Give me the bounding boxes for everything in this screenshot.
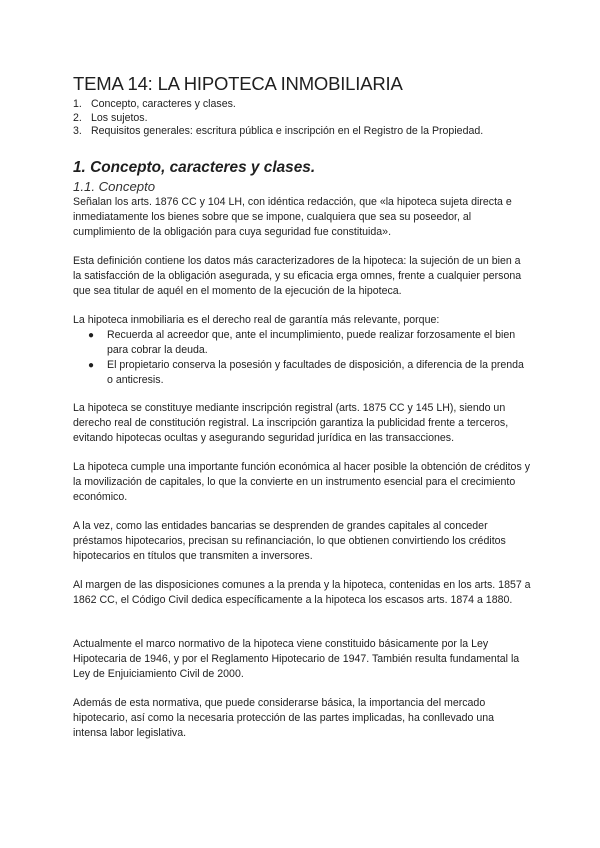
toc-item-label: Los sujetos.	[91, 111, 148, 124]
toc-item	[73, 112, 533, 126]
section-heading: 1. Concepto, caracteres y clases.	[73, 159, 316, 176]
paragraph: Además de esta normativa, que puede considerarse básica, la importancia del mercado hipotecario, así como la necesaria protección de las partes implicadas, ha conllevado una intensa labor legislativa.	[73, 697, 495, 739]
document-title: TEMA 14: LA HIPOTECA INMOBILIARIA	[73, 73, 403, 94]
document-content	[73, 73, 533, 739]
toc-item	[73, 125, 533, 139]
bullet-icon: ●	[88, 330, 95, 341]
toc-item-number: 1.	[73, 98, 82, 110]
paragraph: La hipoteca cumple una importante función económica al hacer posible la obtención de créditos y la movilización de capitales, lo que la convierte en un instrumento esencial para el crecimiento económico.	[73, 461, 530, 503]
list-item-text: El propietario conserva la posesión y facultades de disposición, a diferencia de la prenda o anticresis.	[107, 359, 524, 386]
paragraph: A la vez, como las entidades bancarias se desprenden de grandes capitales al conceder préstamos hipotecarios, precisan su refinanciación, lo que obtienen convirtiendo los créditos hipotecarios en títulos que transmiten a inversores.	[73, 520, 506, 562]
table-of-contents	[73, 98, 533, 139]
paragraph: Esta definición contiene los datos más caracterizadores de la hipoteca: la sujeción de un bien a la satisfacción de la obligación asegurada, y su eficacia erga omnes, frente a cualquier persona que sea titular de aquél en el momento de la ejecución de la hipoteca.	[73, 255, 522, 297]
subsection-heading: 1.1. Concepto	[73, 179, 156, 194]
list-item-text: Recuerda al acreedor que, ante el incumplimiento, puede realizar forzosamente el bien para cobrar la deuda.	[107, 329, 516, 356]
toc-item-label: Concepto, caracteres y clases.	[91, 98, 236, 110]
paragraph: Actualmente el marco normativo de la hipoteca viene constituido básicamente por la Ley Hipotecaria de 1946, y por el Reglamento Hipotecario de 1947. También resulta fundamental la Ley de Enjuiciamiento Civil de 2000.	[73, 638, 520, 680]
bullet-icon: ●	[88, 360, 95, 371]
toc-item	[73, 98, 533, 112]
toc-item-number: 2.	[73, 111, 82, 124]
paragraph: La hipoteca inmobiliaria es el derecho real de garantía más relevante, porque:	[73, 314, 440, 326]
list-item	[88, 328, 531, 358]
list-item	[88, 358, 531, 388]
paragraph: Al margen de las disposiciones comunes a la prenda y la hipoteca, contenidas en los arts. 1857 a 1862 CC, el Código Civil dedica específicamente a la hipoteca los escasos arts. 1874 a 1880.	[73, 579, 531, 606]
paragraph: Señalan los arts. 1876 CC y 104 LH, con idéntica redacción, que «la hipoteca sujeta directa e inmediatamente los bienes sobre que se impone, cualquiera que sea su poseedor, al cumplimiento de la obligación para cuya seguridad fue constituida».	[73, 196, 512, 238]
toc-item-number: 3.	[73, 125, 82, 138]
toc-item-label: Requisitos generales: escritura pública e inscripción en el Registro de la Propiedad.	[91, 125, 484, 138]
paragraph: La hipoteca se constituye mediante inscripción registral (arts. 1875 CC y 145 LH), siendo un derecho real de constitución registral. La inscripción garantiza la publicidad frente a terceros, evitando hipotecas ocultas y asegurando seguridad jurídica en las transacciones.	[73, 402, 509, 444]
